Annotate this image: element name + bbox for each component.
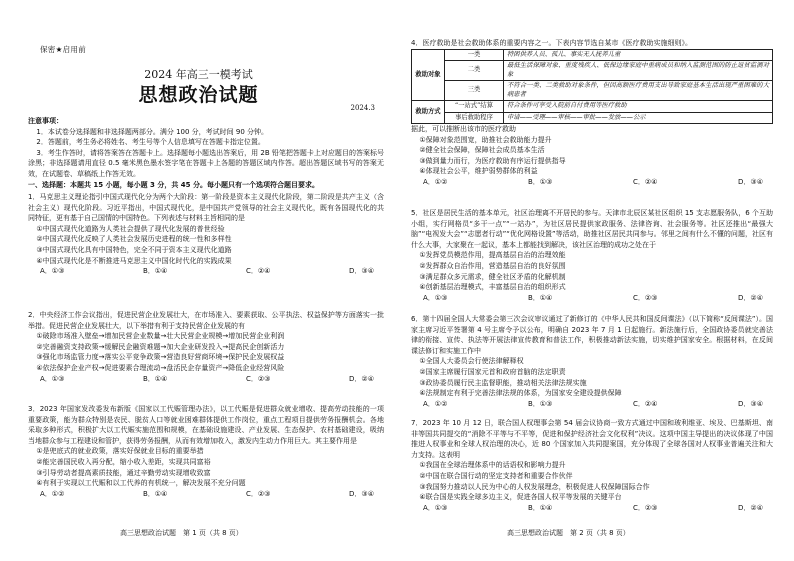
question-stem: 3．2023 年国家发改委发布新版《国家以工代赈管理办法》，以工代赈是促进群众就业增收、提高劳动技能的一项重要政策，能为群众特别是农民、脱贫人口等就业困难群体提供工作岗位，重点工程项目提供劳务报酬机会。各地采取多种形式，积极扩大以工代赈实施范围和规模，在基础设施建设、产业发展、生态保护、农村基础建设，吸纳当地群众参与工程建设和管护，获得劳务报酬，从而有效增加收入，激发内生动力作用巨大。其主要作用是 xyxy=(28,405,384,445)
instruction-item: 3．考生作答时，请将答案答在答题卡上。选择题每小题选出答案后，用 2B 铅笔把答题卡上对应题目的答案标号涂黑；非选择题请用直径 0.5 毫米黑色墨水签字笔在答题卡上各题的答题区域内作答。超出答题区域书写的答案无效，在试题卷、草稿纸上作答无效。 xyxy=(28,148,384,178)
statement: ③我国努力推动以人民为中心的人权发展理念，积极促进人权保障国际合作 xyxy=(419,482,650,491)
statement: ③引导劳动者提高素质技能，通过辛勤劳动实现增收致富 xyxy=(36,468,211,477)
table-rowhead: 救助对象 xyxy=(412,49,445,101)
right-page xyxy=(397,0,794,561)
question-4 xyxy=(411,38,773,188)
answer-options xyxy=(28,489,384,500)
question-6 xyxy=(411,314,773,409)
assistance-table xyxy=(411,49,773,125)
answer-c: C．②③ xyxy=(632,503,658,512)
statement: ③做到量力而行，为医疗救助有序运行提供指导 xyxy=(419,156,566,165)
statement: ①保障对象范围宽，助推社会救助能力提升 xyxy=(419,135,552,144)
answer-b: B．①③ xyxy=(527,178,553,187)
statement: ②国家主席履行国家元首和政府首脑的法定职责 xyxy=(419,367,566,376)
statement: ①全国人大委员会行使法律解释权 xyxy=(419,357,524,366)
answer-a: A．①② xyxy=(40,489,65,498)
table-row xyxy=(412,61,773,81)
answer-options xyxy=(28,374,384,385)
statement: ④法规制定有利于完善法律法规的体系，为国家安全建设提供保障 xyxy=(419,389,622,398)
answer-options xyxy=(411,503,773,514)
table-cell: 特困供养人员、孤儿、事实无人抚养儿童 xyxy=(504,49,773,61)
answer-b: B．①④ xyxy=(142,374,168,383)
answer-a: A．①③ xyxy=(40,374,65,383)
page-footer: 高三思想政治试题 第 1 页（共 8 页） xyxy=(120,529,243,537)
secret-label: 保密★启用前 xyxy=(40,45,87,54)
question-stem: 1．马克思主义理论指引中国式现代化分为两个大阶段：第一阶段是资本主义现代化阶段，第二阶段是共产主义（含社会主义）现代化阶段。习近平指出，中国式现代化，是中国共产党领导的社会主义现代化，既有各国现代化的共同特征，更有基于自己国情的中国特色。下列表述与材料主旨相同的是 xyxy=(28,193,384,223)
answer-a: A．①③ xyxy=(40,267,65,276)
statement: ③强化市场监管力度→落实公平竞争政策→营造良好营商环境→保护民企发展权益 xyxy=(36,353,285,362)
answer-d: D．②④ xyxy=(738,503,763,512)
answer-d: D．②④ xyxy=(349,374,374,383)
statement: ③中国式现代化具有中国特色，完全不同于资本主义现代化道路 xyxy=(36,245,232,254)
table-cell: 一类 xyxy=(445,49,504,61)
question-stem: 6．第十四届全国人大常委会第三次会议审议通过了新修订的《中华人民共和国反间谍法》（以下简称“反间谍法”）。国家主席习近平签署第 4 号主席令予以公布，明确自 2023 年 7 月 1 日起施行。新法施行后，全国政协委员就完善法律的衔接、宣传、执法等开展法律宣传教育和普法工作，积极推动新法实施，切实维护国家安全。根据材料，在反间谍法修订和实施工作中 xyxy=(411,315,773,355)
statement: ①发挥党员模范作用，提高基层自治的治理效能 xyxy=(419,251,566,260)
table-cell: 不符合一类、二类救助对象条件，但因高额医疗费用支出导致家庭基本生活出现严重困难的大病患者 xyxy=(504,81,773,101)
answer-b: B．①④ xyxy=(527,503,553,512)
table-cell: 事后救助程序 xyxy=(445,112,504,124)
statement: ②健全社会保障，保障社会成员基本生活 xyxy=(419,146,545,155)
table-cell: “一站式”结算 xyxy=(445,101,504,113)
answer-options xyxy=(411,177,773,188)
answer-options xyxy=(411,293,773,304)
table-cell: 符合条件可享受入院前自付费用等医疗救助 xyxy=(504,101,773,113)
exam-subject-title: 思想政治试题 xyxy=(138,84,259,106)
exam-year-title: 2024 年高三一模考试 xyxy=(144,68,253,81)
answer-b: B．①④ xyxy=(527,293,553,302)
statement: ④依法保护企业产权→促进要素合理流动→盘活民企存量资产→降低企业经营风险 xyxy=(36,363,285,372)
answer-b: B．①③ xyxy=(527,399,553,408)
table-row xyxy=(412,101,773,113)
answer-d: D．③④ xyxy=(349,489,374,498)
question-2 xyxy=(28,310,384,384)
answer-options xyxy=(28,266,384,277)
table-rowhead: 救助方式 xyxy=(412,101,445,124)
table-cell: 二类 xyxy=(445,61,504,81)
question-lead: 据此，可以推断出该市的医疗救助 xyxy=(411,125,516,134)
statement: ②发挥群众自治作用，营造基层自治的良好氛围 xyxy=(419,261,566,270)
answer-c: C．②④ xyxy=(632,178,658,187)
statement: ④体现社会公平，维护弱势群体的利益 xyxy=(419,167,538,176)
answer-a: A．①③ xyxy=(423,503,448,512)
answer-d: D．③④ xyxy=(738,399,763,408)
question-7 xyxy=(411,418,773,513)
answer-a: A．①② xyxy=(423,178,448,187)
question-stem: 4．医疗救助是社会救助体系的重要内容之一。下表内容节选自某市《医疗救助实施细则》。 xyxy=(411,39,692,47)
statement: ④联合国是实践全球多边主义，促进各国人权平等发展的关键平台 xyxy=(419,493,622,502)
question-3 xyxy=(28,404,384,499)
answer-d: D．②④ xyxy=(738,293,763,302)
question-5 xyxy=(411,208,773,303)
statement: ①我国在全球治理体系中的话语权和影响力提升 xyxy=(419,461,566,470)
page-footer: 高三思想政治试题 第 2 页（共 8 页） xyxy=(507,529,630,537)
statement: ②能完善国民收入再分配，缩小收入差距，实现共同富裕 xyxy=(36,457,211,466)
table-row xyxy=(412,112,773,124)
answer-d: D．③④ xyxy=(349,267,374,276)
statement: ②中国式现代化反映了人类社会发展历史进程的统一性和多样性 xyxy=(36,235,232,244)
table-row xyxy=(412,81,773,101)
exam-date: 2024.3 xyxy=(350,104,375,112)
statement: ③政协委员履行民主监督职能，推动相关法律法规实施 xyxy=(419,378,587,387)
table-cell: 申请——受理——审核——审批——发放——公示 xyxy=(504,112,773,124)
answer-c: C．②③ xyxy=(245,489,271,498)
answer-c: C．②④ xyxy=(245,267,271,276)
statement: ④有利于实现以工代赈和以工代养的有机统一，解决发展不充分问题 xyxy=(36,479,246,488)
question-1 xyxy=(28,192,384,277)
table-row xyxy=(412,49,773,61)
instruction-item: 1．本试卷分选择题和非选择题两部分。满分 100 分，考试时间 90 分钟。 xyxy=(36,127,269,136)
answer-c: C．②④ xyxy=(632,399,658,408)
answer-options xyxy=(411,399,773,410)
instructions xyxy=(28,116,384,180)
answer-d: D．③④ xyxy=(738,178,763,187)
question-stem: 7．2023 年 10 月 12 日，联合国人权理事会第 54 届会议协商一致方式通过中国和玻利维亚、埃及、巴基斯坦、南非等国共同提交的“消除不平等与不平等，促进和保护经济社会文化权利”决议。这项中国主导提出的决议体现了中国推进人权事业和全球人权治理的决心，近 80 个国家加入共同提案国，充分体现了全球各国对人权事业普遍关注和大力支持。这表明 xyxy=(411,419,773,459)
statement: ④创新基层治理模式，丰富基层自治的组织形式 xyxy=(419,283,566,292)
statement: ④中国式现代化是不断推进马克思主义中国化时代化的实践成果 xyxy=(36,256,232,265)
statement: ②中国在联合国行动的坚定支持者和重要合作伙伴 xyxy=(419,471,573,480)
answer-b: B．①④ xyxy=(142,267,168,276)
answer-c: C．②③ xyxy=(245,374,271,383)
statement: ③满足群众多元需求，健全社区矛盾的化解机制 xyxy=(419,272,566,281)
statement: ①是兜底式的就业政策，落实好保就业目标的重要举措 xyxy=(36,447,204,456)
statement: ①中国式现代化道路为人类社会提供了现代化发展的普世经验 xyxy=(36,224,225,233)
section-one-heading: 一、选择题：本题共 15 小题，每小题 3 分，共 45 分。每小题只有一个选项符合题目要求。 xyxy=(28,181,319,189)
question-stem: 5．社区是居民生活的基本单元，社区治理离不开居民的参与。天津市北辰区某社区组织 15 支志愿服务队，6 个互助小组，实行网格员“多干一点”“一站办”，为社区居民提供家政服务、法律咨询、社会服务等。社区还推出“最强大脑”“电视发大会”“志愿者行动”“优化网格设置”等活动，助推社区居民共同参与。邻里之间有什么不懂的问题，社区有什么大事，大家聚在一起议，基本上都能找到解决，该社区治理的成功之处在于 xyxy=(411,209,773,249)
instructions-heading: 注意事项： xyxy=(28,117,63,125)
statement: ②完善融资支持政策→缓解民企融资难题→加大企业研发投入→提高民企创新活力 xyxy=(36,342,285,351)
answer-c: C．②③ xyxy=(632,293,658,302)
statement: ①破除市场准入壁垒→增加民营企业数量→壮大民营企业规模→增加民营企业利润 xyxy=(36,332,285,341)
table-cell: 三类 xyxy=(445,81,504,101)
table-cell: 最低生活保障对象、重度残疾人、低保边缘家庭中重病成员和纳入监测范围的防止返贫监测对象 xyxy=(504,61,773,81)
answer-b: B．①④ xyxy=(142,489,168,498)
question-stem: 2．中央经济工作会议指出，促进民营企业发展壮大，在市场准入、要素获取、公平执法、权益保护等方面落实一批举措。促进民营企业发展壮大，以下举措有利于支持民营企业发展的有 xyxy=(28,311,384,330)
answer-a: A．①② xyxy=(423,399,448,408)
answer-a: A．①③ xyxy=(423,293,448,302)
instruction-item: 2．答题前，考生务必将姓名、考生号等个人信息填写在答题卡指定位置。 xyxy=(36,138,265,147)
